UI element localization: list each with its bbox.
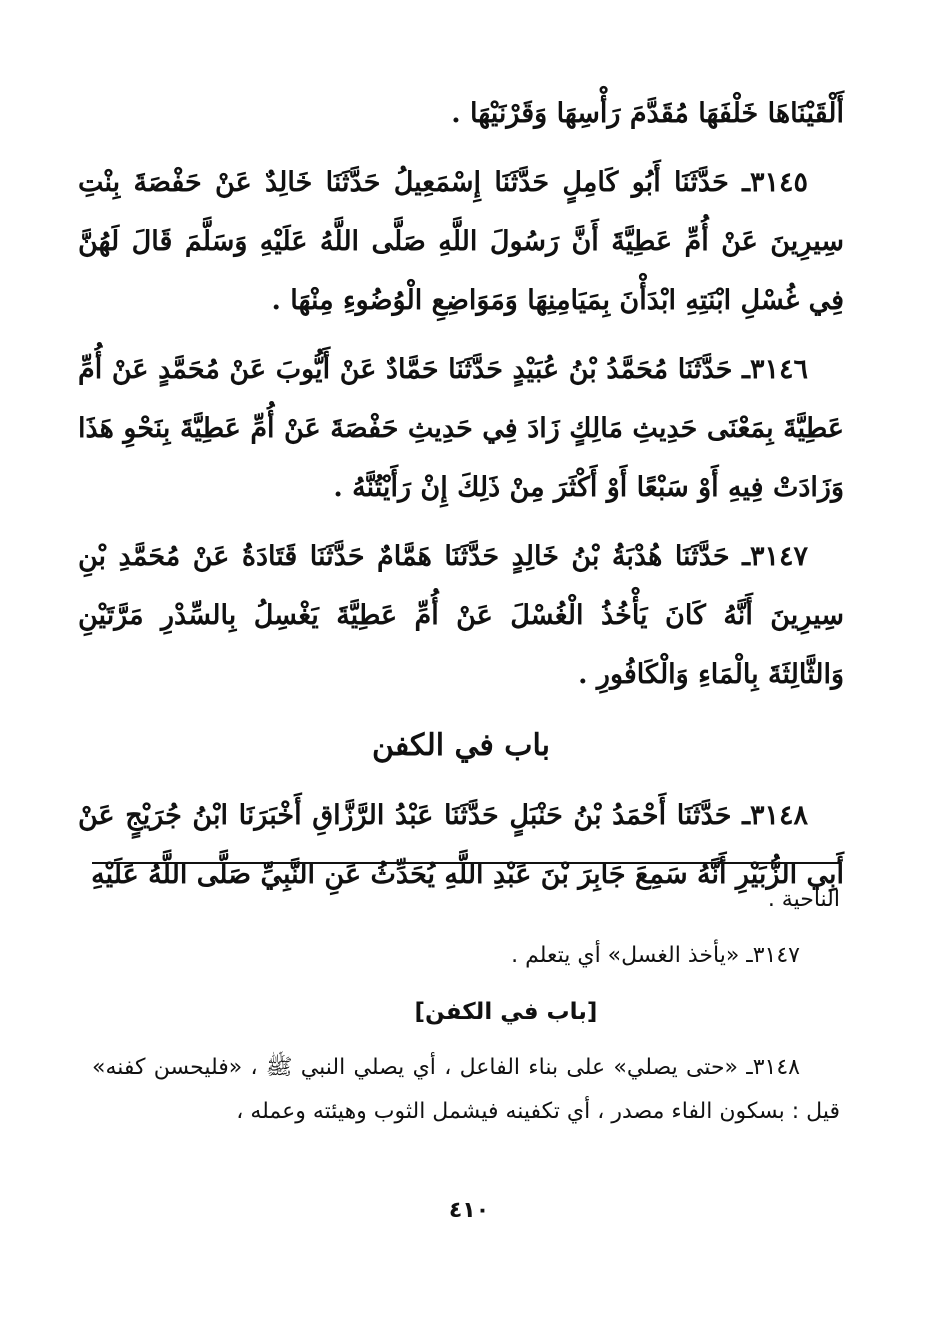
chapter-heading: باب في الكفن [371,728,551,763]
commentary-note-3147: ٣١٤٧ـ «يأخذ الغسل» أي يتعلم . [511,943,800,968]
hadith-number: ٣١٤٨ [749,800,808,831]
commentary-line: الناحية . [767,887,840,912]
hadith-number: ٣١٤٥ [749,167,808,198]
page-number: ٤١٠ [448,1198,490,1223]
hadith-3146 [78,340,844,517]
continuation-line: أَلْقَيْنَاهَا خَلْفَهَا مُقَدَّمَ رَأْسِهَا وَقَرْنَيْهَا . [451,98,844,129]
hadith-number: ٣١٤٧ [749,541,808,572]
hadith-text: ـ حَدَّثَنَا مُحَمَّدُ بْنُ عُبَيْدٍ حَدَّثَنَا حَمَّادٌ عَنْ أَيُّوبَ عَنْ مُحَمَّدٍ عَنْ أُمِّ عَطِيَّةَ بِمَعْنَى حَدِيثِ مَالِكٍ زَادَ فِي حَدِيثِ حَفْصَةَ عَنْ أُمِّ عَطِيَّةَ بِنَحْوِ هَذَا وَزَادَتْ فِيهِ أَوْ سَبْعًا أَوْ أَكْثَرَ مِنْ ذَلِكَ إِنْ رَأَيْتُنَّهُ . [78,354,844,503]
hadith-text: ـ حَدَّثَنَا هُدْبَةُ بْنُ خَالِدٍ حَدَّثَنَا هَمَّامٌ حَدَّثَنَا قَتَادَةُ عَنْ مُحَمَّدِ بْنِ سِيرِينَ أَنَّهُ كَانَ يَأْخُذُ الْغُسْلَ عَنْ أُمِّ عَطِيَّةَ يَغْسِلُ بِالسِّدْرِ مَرَّتَيْنِ وَالثَّالِثَةَ بِالْمَاءِ وَالْكَافُورِ . [78,541,844,690]
hadith-text: ـ حَدَّثَنَا أَحْمَدُ بْنُ حَنْبَلٍ حَدَّثَنَا عَبْدُ الرَّزَّاقِ أَخْبَرَنَا ابْنُ جُرَيْجٍ عَنْ أَبِي الزُّبَيْرِ أَنَّهُ سَمِعَ جَابِرَ بْنَ عَبْدِ اللَّهِ يُحَدِّثُ عَنِ النَّبِيِّ صَلَّى اللَّهُ عَلَيْهِ [78,800,844,890]
hadith-3147 [78,527,844,704]
hadith-text: ـ حَدَّثَنَا أَبُو كَامِلٍ حَدَّثَنَا إِسْمَعِيلُ حَدَّثَنَا خَالِدٌ عَنْ حَفْصَةَ بِنْتِ سِيرِينَ عَنْ أُمِّ عَطِيَّةَ أَنَّ رَسُولَ اللَّهِ صَلَّى اللَّهُ عَلَيْهِ وَسَلَّمَ قَالَ لَهُنَّ فِي غُسْلِ ابْنَتِهِ ابْدَأْنَ بِمَيَامِنِهَا وَمَوَاضِعِ الْوُضُوءِ مِنْهَا . [78,167,844,316]
commentary-note-3148: ٣١٤٨ـ «حتى يصلي» على بناء الفاعل ، أي يصلي النبي ﷺ ، «فليحسن كفنه» قيل : بسكون الفاء مصدر ، أي تكفينه فيشمل الثوب وهيئته وعمله ، [92,1055,840,1124]
commentary-section [92,878,840,1146]
hadith-main-text [78,84,844,914]
hadith-number: ٣١٤٦ [749,354,808,385]
commentary-chapter-heading: [باب في الكفن] [414,999,598,1025]
hadith-3145 [78,153,844,330]
footnote-divider [92,862,840,864]
